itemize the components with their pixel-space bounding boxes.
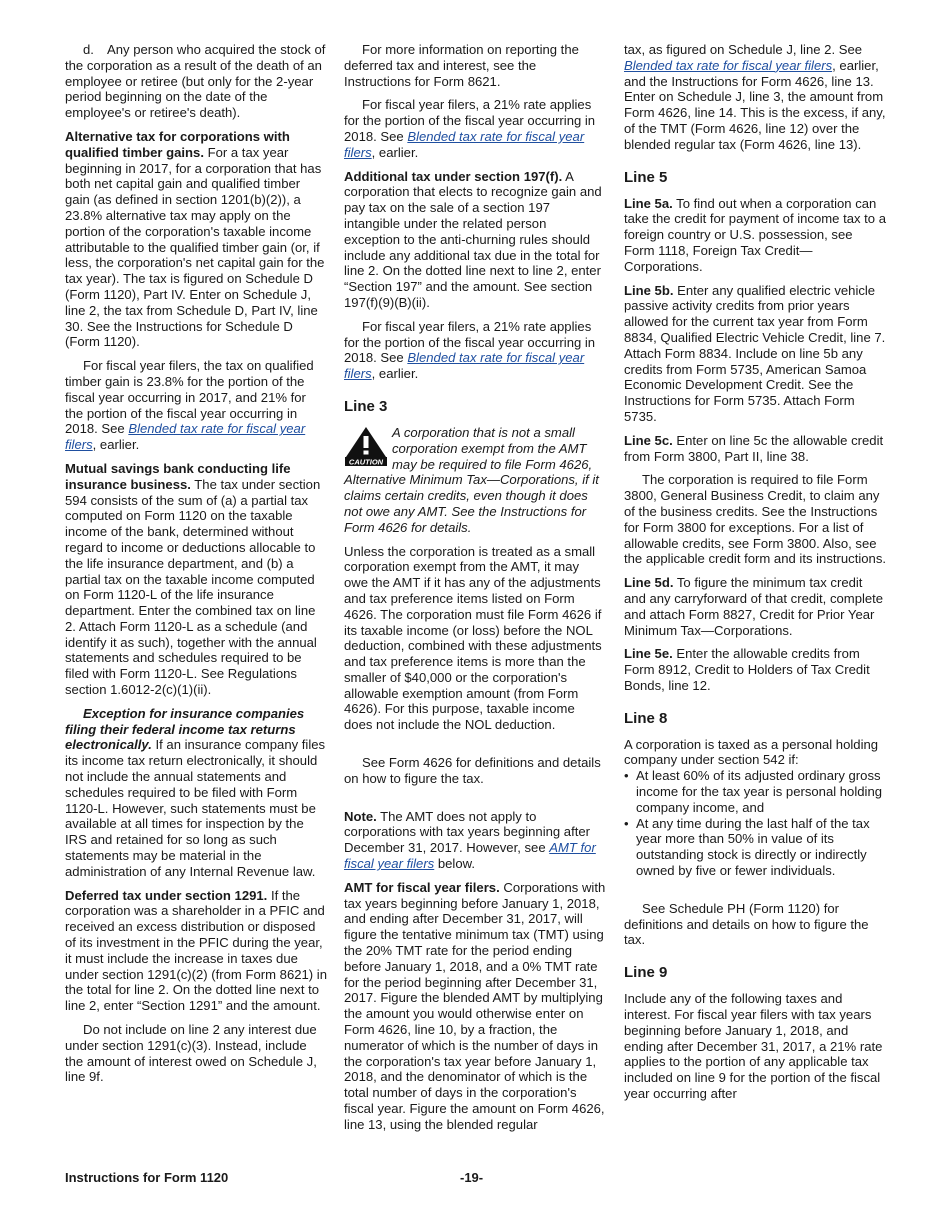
heading-section-197f: Additional tax under section 197(f).: [344, 168, 563, 184]
caution-icon: [344, 425, 388, 467]
list-item: • At any time during the last half of the tax year more than 50% in value of its outstanding stock is directly or indirectly owned by five or fewer individuals.: [624, 816, 886, 879]
list-item: • At least 60% of its adjusted ordinary gross income for the tax year is personal holding company income, and: [624, 768, 886, 815]
heading-line-8: Line 8: [624, 709, 668, 727]
heading-line-3: Line 3: [344, 397, 388, 415]
paragraph-more-info: For more information on reporting the deferred tax and interest, see the Instructions for Form 8621.: [344, 42, 579, 89]
paragraph-form-3800: The corporation is required to file Form 3800, General Business Credit, to claim any of the business credits. See the Instructions for Form 3800 for exceptions. For a list of allowable credits, see Form 3800. Also, see the applicable credit form and its instructions.: [624, 472, 887, 567]
caution-label: CAUTION: [348, 457, 384, 467]
heading-amt-fiscal: AMT for fiscal year filers.: [344, 879, 500, 895]
paragraph-amt-owe: Unless the corporation is treated as a small corporation exempt from the AMT, it may owe the AMT if it has any of the adjustments and tax preference items listed on Form 4626. The corporation must file Form 4626 if its taxable income (or loss) before the NOL deduction, combined with these adjustments and tax preference items is more than the smaller of $40,000 or the corporation's allowable exemption amount (from Form 4626). For this purpose, taxable income does not include the NOL deduction.: [344, 543, 602, 733]
heading-timber-gains: Alternative tax for corporations with qualified timber gains.: [65, 128, 290, 160]
paragraph-schedule-ph: See Schedule PH (Form 1120) for definitions and details on how to figure the tax.: [624, 900, 869, 948]
paragraph-insurance-exception: Exception for insurance companies filing their federal income tax returns electronically. If an insurance company files its income tax return electronically, it should not include the annual statements and schedules required to be filed with Form 1120-L. However, such statements must be available at all times for inspection by the IRS and retained for so long as such statements may be material in the administration of any Internal Revenue law.: [65, 705, 326, 879]
heading-insurance-exception: Exception for insurance companies filing their federal income tax returns electronically.: [65, 705, 305, 753]
caution-note: [344, 425, 606, 536]
page-number: -19-: [460, 1170, 484, 1185]
paragraph-line-5b: Line 5b. Enter any qualified electric vehicle passive activity credits from prior years allowed for the current tax year from Form 8834, Qualified Electric Vehicle Credit, line 7. Attach Form 8834. Include on line 5b any credits from Form 5735, American Samoa Economic Development Credit. See the Instructions for Form 5735. Attach Form 5735.: [624, 282, 886, 424]
link-blended-tax-rate[interactable]: Blended tax rate for fiscal year filers: [65, 421, 306, 453]
paragraph-amt-fiscal: AMT for fiscal year filers. Corporations with tax years beginning before January 1, 2018, and ending after December 31, 2017, will figure the tentative minimum tax (TMT) using the 20% TMT rate for the period ending before January 1, 2018, and a 0% TMT rate for the period beginning after December 31, 2017. Figure the blended AMT by multiplying the amount you would otherwise enter on Form 4626, line 10, by a fraction, the numerator of which is the number of days in the corporation's tax year before January 1, 2018, and the denominator of which is the total number of days in the corporation's fiscal year. Figure the amount on Form 4626, line 13, using the blended regular: [344, 879, 606, 1132]
line-8-bullets: [624, 768, 886, 879]
column-1: [65, 42, 327, 1093]
paragraph-see-4626: See Form 4626 for definitions and details on how to figure the tax.: [344, 755, 601, 786]
label-line-5c: Line 5c.: [624, 432, 673, 448]
paragraph-blended-regular: tax, as figured on Schedule J, line 2. See Blended tax rate for fiscal year filers, earlier, and the Instructions for Form 4626, line 13. Enter on Schedule J, line 3, the amount from Form 4626, line 14. This is the excess, if any, of the TMT (Form 4626, line 12) over the blended regular tax (Form 4626, line 13).: [624, 42, 886, 152]
paragraph-section-197f: Additional tax under section 197(f). A corporation that elects to recognize gain and pay tax on the sale of a section 197 intangible under the related person exception to the anti-churning rules should include any additional tax due in the total for line 2. On the dotted line next to line 2, enter “Section 197” and the amount. See section 197(f)(9)(B)(ii).: [344, 168, 602, 310]
heading-deferred-1291: Deferred tax under section 1291.: [65, 887, 268, 903]
label-line-5d: Line 5d.: [624, 575, 674, 591]
heading-line-9: Line 9: [624, 964, 668, 982]
paragraph-line-5d: Line 5d. To figure the minimum tax credit and any carryforward of that credit, complete and attach Form 8827, Credit for Prior Year Minimum Tax—Corporations.: [624, 575, 884, 638]
paragraph-line-5a: Line 5a. To find out when a corporation can take the credit for payment of income tax to a foreign country or U.S. possession, see Form 1118, Foreign Tax Credit—Corporations.: [624, 195, 887, 274]
paragraph-timber-fiscal: For fiscal year filers, the tax on qualified timber gain is 23.8% for the portion of the fiscal year occurring in 2017, and 21% for the portion of the fiscal year occurring in 2018. See Blended tax rate for fiscal year filers, earlier.: [65, 358, 314, 453]
heading-mutual-savings: Mutual savings bank conducting life insurance business.: [65, 460, 291, 492]
heading-note: Note.: [344, 808, 377, 824]
label-line-5b: Line 5b.: [624, 282, 674, 298]
paragraph-fiscal-21-a: For fiscal year filers, a 21% rate applies for the portion of the fiscal year occurring in 2018. See Blended tax rate for fiscal year filers, earlier.: [344, 97, 596, 160]
footer-title: Instructions for Form 1120: [65, 1170, 229, 1185]
column-2: [344, 42, 606, 1141]
column-3: [624, 42, 886, 1110]
paragraph-mutual-savings: Mutual savings bank conducting life insurance business. The tax under section 594 consists of the sum of (a) a partial tax computed on Form 1120 on the taxable income of the bank, determined without regard to income or deductions allocable to the life insurance department, and (b) a partial tax on the taxable income computed on Form 1120-L of the life insurance department. Enter the combined tax on line 2. Attach Form 1120-L as a schedule (and identify it as such), together with the annual statements and schedules required to be filed with Form 1120-L. See Regulations section 1.6012-2(c)(1)(ii).: [65, 460, 321, 698]
paragraph-interest-1291: Do not include on line 2 any interest due under section 1291(c)(3). Instead, include the amount of interest owed on Schedule J, line 9f.: [65, 1022, 317, 1085]
link-amt-fiscal[interactable]: AMT for fiscal year filers: [344, 840, 596, 872]
link-blended-tax-rate[interactable]: Blended tax rate for fiscal year filers: [344, 128, 585, 160]
paragraph-line-5c: Line 5c. Enter on line 5c the allowable credit from Form 3800, Part II, line 38.: [624, 432, 884, 464]
paragraph-line-5e: Line 5e. Enter the allowable credits from Form 8912, Credit to Holders of Tax Credit Bonds, line 12.: [624, 646, 870, 693]
paragraph-deferred-1291: Deferred tax under section 1291. If the corporation was a shareholder in a PFIC and received an excess distribution or disposed of its investment in the PFIC during the year, it must include the increase in taxes due under section 1291(c)(2) (from Form 8621) in the total for line 2. On the dotted line next to line 2, enter “Section 1291” and the amount.: [65, 887, 327, 1014]
paragraph-timber-gains: Alternative tax for corporations with qualified timber gains. For a tax year beginning in 2017, for a corporation that has both net capital gain and qualified timber gain (as defined in section 1201(b)(2)), a 23.8% alternative tax may apply on the portion of the corporation's taxable income attributable to the qualified timber gain (or, if less, the corporation's net capital gain for the tax year). The tax is figured on Schedule D (Form 1120), Part IV. Enter on Schedule J, line 2, the tax from Schedule D, Part IV, line 30. See the Instructions for Schedule D (Form 1120).: [65, 128, 325, 350]
paragraph-line-9: Include any of the following taxes and interest. For fiscal year filers with tax years beginning before January 1, 2018, and ending after December 31, 2017, a 21% rate applies to the portion of any applicable tax included on line 9 for the portion of the fiscal year occurring after: [624, 991, 883, 1102]
heading-line-5: Line 5: [624, 168, 668, 186]
paragraph-fiscal-21-b: For fiscal year filers, a 21% rate applies for the portion of the fiscal year occurring in 2018. See Blended tax rate for fiscal year filers, earlier.: [344, 318, 596, 382]
caution-text: A corporation that is not a small corporation exempt from the AMT may be required to file Form 4626, Alternative Minimum Tax—Corporations, if it claims certain credits, even though it does not owe any AMT. See the Instructions for Form 4626 for details.: [344, 424, 599, 535]
label-line-5a: Line 5a.: [624, 195, 673, 211]
link-blended-tax-rate[interactable]: Blended tax rate for fiscal year filers: [624, 57, 833, 73]
paragraph-note-amt: Note. The AMT does not apply to corporations with tax years beginning after December 31, 2017. However, see AMT for fiscal year filers below.: [344, 808, 596, 872]
link-blended-tax-rate[interactable]: Blended tax rate for fiscal year filers: [344, 350, 585, 382]
label-line-5e: Line 5e.: [624, 646, 673, 662]
paragraph-line-8-intro: A corporation is taxed as a personal holding company under section 542 if:: [624, 736, 879, 768]
paragraph-d-death: d. Any person who acquired the stock of the corporation as a result of the death of an employee or retiree (but only for the 2-year period beginning on the date of the employee's or retiree's death).: [65, 42, 326, 121]
